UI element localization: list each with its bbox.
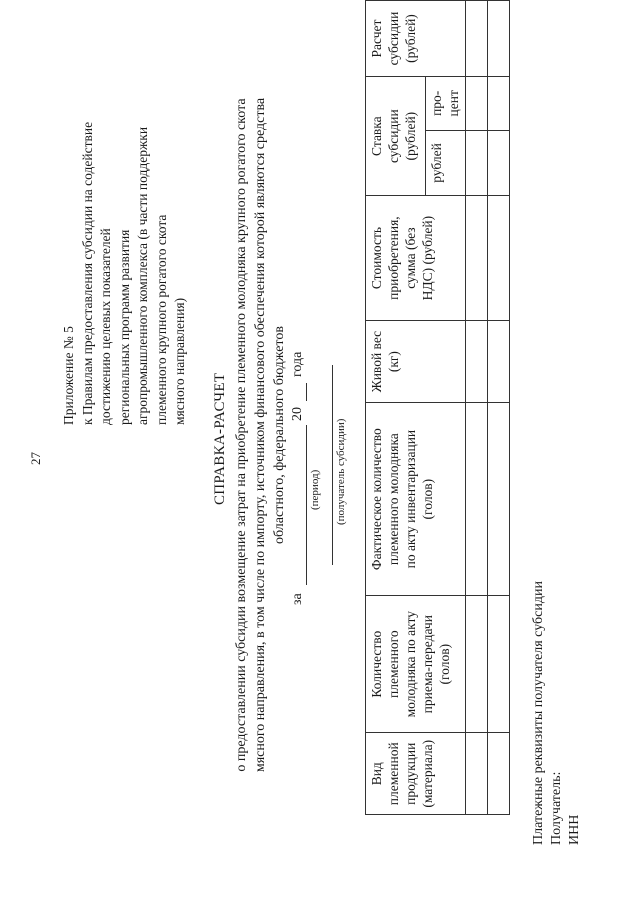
appendix-line: достижению целевых показателей — [98, 228, 113, 425]
recipient-underline — [332, 365, 333, 565]
document-title: СПРАВКА-РАСЧЕТ — [212, 372, 228, 505]
col-subsidy-calc: Расчет субсидии (рублей) — [366, 1, 466, 77]
col-actual-quantity: Фактическое количество племенного молодняка по акту инвентаризации (голов) — [366, 403, 466, 596]
appendix-line: региональных программ развития — [116, 229, 132, 425]
col-rate-percent: про- цент — [426, 77, 466, 131]
period-caption: (период) — [309, 469, 321, 510]
footer-line: Получатель: — [549, 771, 564, 845]
period-prefix: за — [290, 593, 305, 605]
year-underline — [306, 383, 307, 401]
payment-details — [530, 581, 584, 845]
description-line: о предоставлении субсидии возмещение затрат на приобретение племенного молодняка крупного рогатого скота — [234, 98, 249, 772]
col-product-type: Вид племенной продукции (материала) — [366, 733, 466, 815]
footer-line: Платежные реквизиты получателя субсидии — [531, 581, 546, 845]
appendix-header — [60, 25, 190, 425]
col-quantity-transfer: Количество племенного молодняка по акту приема-передачи (голов) — [366, 595, 466, 733]
period-underline — [306, 425, 307, 585]
col-subsidy-rate: Ставка субсидии (рублей) — [366, 77, 426, 196]
recipient-caption: (получатель субсидии) — [335, 418, 347, 525]
page-number: 27 — [28, 452, 43, 465]
appendix-line: к Правилам предоставления субсидии на содействие — [79, 121, 95, 425]
document-description — [232, 55, 289, 815]
col-cost: Стоимость приобретения, сумма (без НДС) (рублей) — [366, 196, 466, 321]
description-line: областного, федерального бюджетов — [272, 326, 287, 544]
table-row — [466, 1, 488, 815]
col-live-weight: Живой вес (кг) — [366, 320, 466, 402]
col-rate-rubles: рублей — [426, 130, 466, 196]
description-line: мясного направления, в том числе по импорту, источником финансового обеспечения которой являются средства — [253, 97, 268, 773]
subsidy-table — [365, 0, 510, 815]
table-row — [488, 1, 510, 815]
appendix-line: племенного крупного рогатого скота — [153, 214, 169, 425]
appendix-line: агропромышленного комплекса (в части поддержки — [135, 126, 150, 425]
period-suffix: года — [290, 351, 305, 377]
period-year: 20 — [290, 407, 305, 421]
appendix-line: мясного направления) — [172, 297, 187, 425]
footer-line: ИНН — [567, 814, 582, 845]
period-block — [290, 305, 350, 605]
appendix-line: Приложение № 5 — [61, 326, 76, 425]
